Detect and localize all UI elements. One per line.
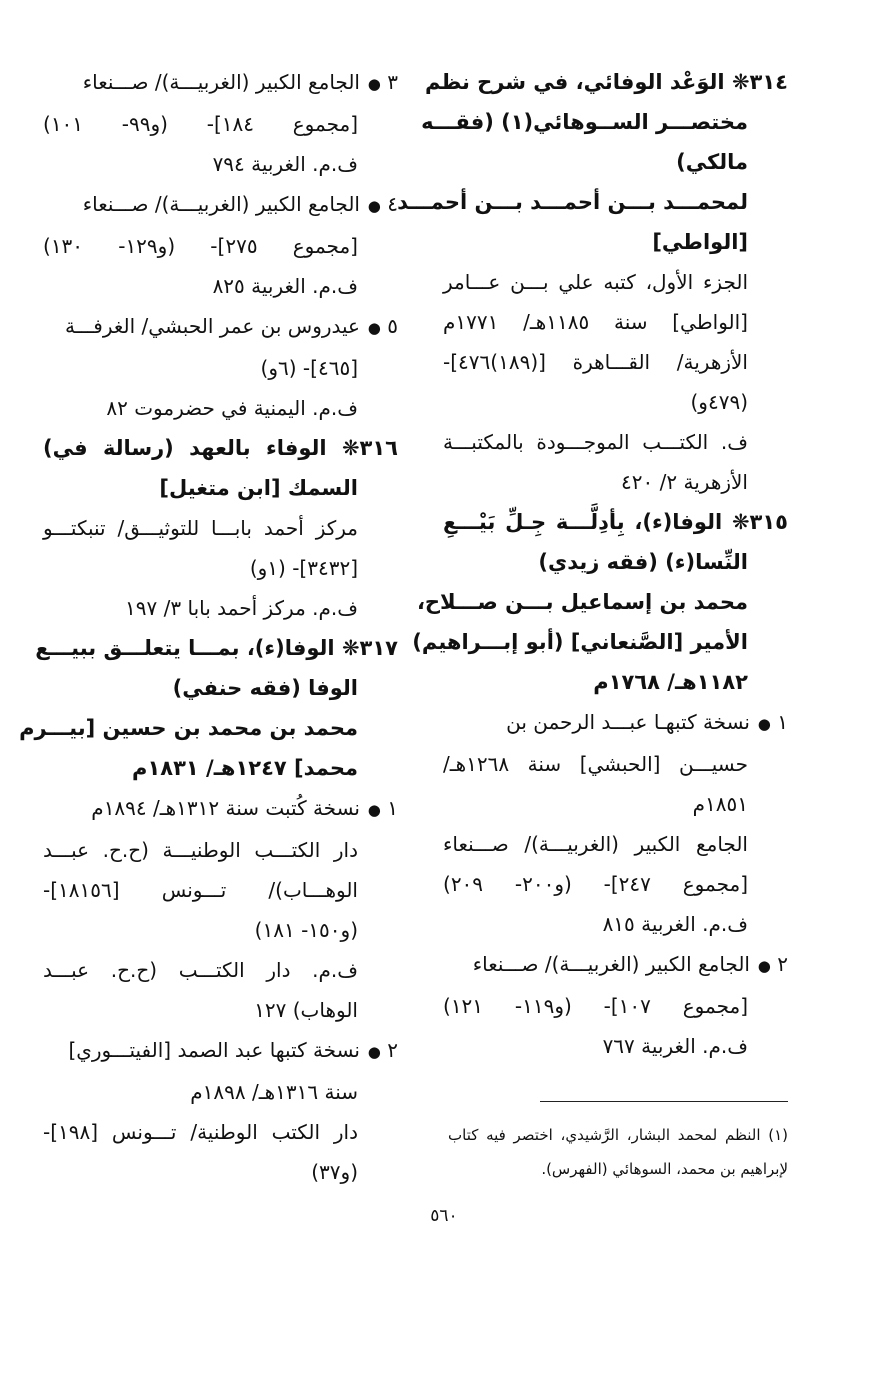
copy-item — [43, 306, 398, 348]
bullet-icon: ● — [367, 1043, 381, 1061]
entry-author: لمحمـــد بـــن أحمـــد بـــن أحمـــد — [397, 190, 748, 214]
entry-author: محمد بن إسماعيل بـــن صـــلاح، — [416, 590, 748, 614]
entry-317 — [19, 628, 398, 1192]
copy-item — [443, 702, 788, 744]
copy-number: ٣ ● — [360, 62, 398, 104]
bullet-icon: ● — [757, 957, 771, 975]
copy-item — [43, 62, 398, 104]
catalog-ref: ف.م. الغربية ٧٩٤ — [212, 152, 358, 176]
copy-number: ١ ● — [750, 702, 788, 744]
entry-author-cont: محمد] ١٢٤٧هـ/ ١٨٣١م — [132, 756, 358, 780]
entry-author-dates: ١١٨٢هـ/ ١٧٦٨م — [593, 670, 748, 694]
copy-location: الأزهرية/ القـــاهرة [(١٨٩)٤٧٦]- — [443, 350, 748, 374]
bullet-icon: ● — [757, 715, 771, 733]
right-column — [397, 62, 788, 1066]
copy-item — [43, 788, 398, 830]
entry-315 — [412, 502, 788, 1066]
catalog-ref-cont: الوهاب) ١٢٧ — [254, 998, 358, 1022]
entry-title: ٣١٦❋ الوفاء بالعهد (رسالة في) — [43, 436, 398, 460]
copy-location: الجامع الكبير (الغربيـــة)/ صـــنعاء — [443, 832, 748, 856]
entry-title-cont: مالكي) — [676, 150, 748, 174]
copy-folios: [مجموع ٢٧٥]- (و١٢٩- ١٣٠) — [43, 234, 358, 258]
catalog-ref: ف.م. الغربية ٧٦٧ — [602, 1034, 748, 1058]
copy-folios: [مجموع ١٨٤]- (و٩٩- ١٠١) — [43, 112, 358, 136]
copy-text: نسخة كُتبت سنة ١٣١٢هـ/ ١٨٩٤م — [91, 796, 360, 820]
copy-number: ٤ ● — [360, 184, 398, 226]
catalog-ref: ف.م. اليمنية في حضرموت ٨٢ — [106, 396, 358, 420]
copy-note: الجزء الأول، كتبه علي بـــن عـــامر — [443, 270, 748, 294]
page-number: ٥٦٠ — [430, 1206, 458, 1226]
entry-author-cont: [الواطي] — [652, 230, 748, 254]
copy-folios: [مجموع ١٠٧]- (و١١٩- ١٢١) — [443, 994, 748, 1018]
entry-title-cont: مختصـــر الســوهائي(١) (فقـــه — [421, 110, 748, 134]
copy-date: [الواطي] سنة ١١٨٥هـ/ ١٧٧١م — [443, 310, 748, 334]
footnote-divider — [540, 1101, 788, 1102]
copy-number: ١ ● — [360, 788, 398, 830]
left-column — [19, 62, 398, 1192]
catalog-ref: ف.م. الغربية ٨١٥ — [602, 912, 748, 936]
catalog-ref-cont: الأزهرية ٢/ ٤٢٠ — [621, 470, 748, 494]
entry-title-cont: الوفا (فقه حنفي) — [172, 676, 358, 700]
catalog-ref: ف. الكتـــب الموجـــودة بالمكتبـــة — [443, 430, 748, 454]
footnote — [448, 1118, 788, 1186]
entry-author: محمد بن محمد بن حسين [بيـــرم — [19, 716, 358, 740]
entry-title-cont: النِّسا(ء) (فقه زيدي) — [538, 550, 748, 574]
copy-text: نسخة كتبهـا عبـــد الرحمن بن — [506, 710, 750, 734]
bullet-icon: ● — [367, 801, 381, 819]
copy-text-cont: حسيـــن [الحبشي] سنة ١٢٦٨هـ/ — [443, 752, 748, 776]
entry-title: ٣١٧❋ الوفا(ء)، بمـــا يتعلـــق ببيـــع — [35, 636, 398, 660]
copy-location: دار الكتب الوطنية/ تـــونس [١٩٨]- — [43, 1120, 358, 1144]
copy-folios: (و١٥٠- ١٨١) — [254, 918, 358, 942]
copy-date: سنة ١٣١٦هـ/ ١٨٩٨م — [190, 1080, 358, 1104]
copy-text: نسخة كتبها عبد الصمد [الفيتـــوري] — [68, 1038, 360, 1062]
entry-314 — [397, 62, 788, 502]
copy-text: الجامع الكبير (الغربيـــة)/ صـــنعاء — [472, 952, 750, 976]
copy-text-cont: ١٨٥١م — [692, 792, 748, 816]
bullet-icon: ● — [367, 319, 381, 337]
entry-title: ٣١٥❋ الوفا(ء)، بِأدِلَّـــة جِـلِّ بَيْـــعِ — [443, 510, 788, 534]
copy-folios: [مجموع ٢٤٧]- (و٢٠٠- ٢٠٩) — [443, 872, 748, 896]
copy-item — [43, 1030, 398, 1072]
copy-number: ٢ ● — [360, 1030, 398, 1072]
copy-text: الجامع الكبير (الغربيـــة)/ صـــنعاء — [82, 192, 360, 216]
bullet-icon: ● — [367, 75, 381, 93]
catalog-ref: ف.م. مركز أحمد بابا ٣/ ١٩٧ — [125, 596, 358, 620]
copy-item — [43, 184, 398, 226]
bullet-icon: ● — [367, 197, 381, 215]
entry-title-cont: السمك [ابن متغيل] — [159, 476, 358, 500]
copy-location: دار الكتـــب الوطنيـــة (ح.ح. عبـــد — [43, 838, 358, 862]
entry-title: ٣١٤❋ الوَعْد الوفائي، في شرح نظم — [425, 70, 788, 94]
entry-316 — [43, 428, 398, 628]
copy-folios: (٤٧٩و) — [690, 390, 748, 414]
copy-folios: (و٣٧) — [311, 1160, 358, 1184]
footnote-line: لإبراهيم بن محمد، السوهائي (الفهرس). — [541, 1160, 788, 1178]
catalog-ref: ف.م. دار الكتـــب (ح.ح. عبـــد — [43, 958, 358, 982]
catalog-ref: ف.م. الغربية ٨٢٥ — [212, 274, 358, 298]
footnote-line: (١) النظم لمحمد البشار، الرَّشيدي، اختصر فيه كتاب — [448, 1126, 788, 1144]
copy-folios: [٤٦٥]- (٦و) — [260, 356, 358, 380]
copy-text: الجامع الكبير (الغربيـــة)/ صـــنعاء — [82, 70, 360, 94]
copy-text: عيدروس بن عمر الحبشي/ الغرفـــة — [65, 314, 360, 338]
copy-number: ٥ ● — [360, 306, 398, 348]
copy-folios: [٣٤٣٢]- (١و) — [249, 556, 358, 580]
copy-number: ٢ ● — [750, 944, 788, 986]
entry-author-cont: الأمير [الصَّنعاني] (أبو إبـــراهيم) — [412, 630, 748, 654]
copy-location-cont: الوهـــاب)/ تـــونس [١٨١٥٦]- — [43, 878, 358, 902]
copy-item — [443, 944, 788, 986]
copy-location: مركز أحمد بابـــا للتوثيـــق/ تنبكتـــو — [43, 516, 358, 540]
